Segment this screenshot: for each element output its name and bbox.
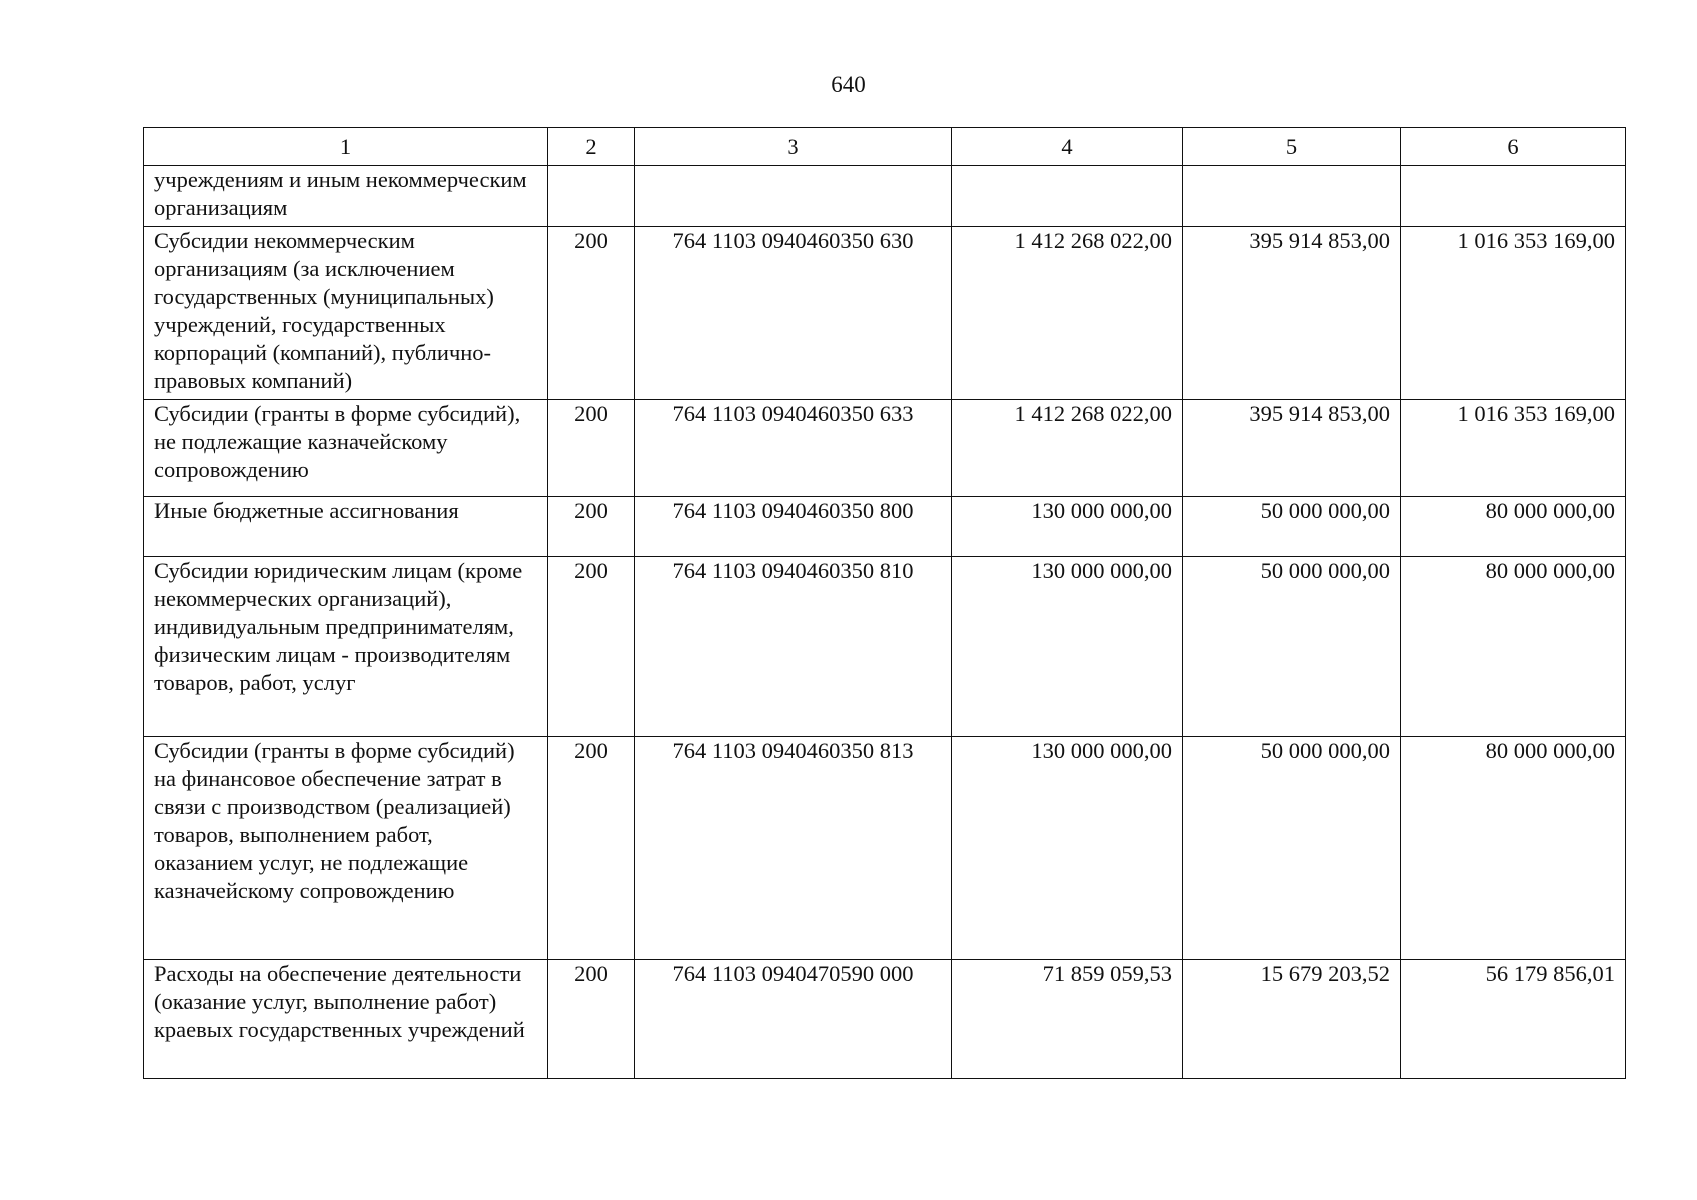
budget-table [143,127,1626,1079]
row-amount-col6: 1 016 353 169,00 [1401,227,1626,400]
row-amount-col4: 71 859 059,53 [952,960,1183,1079]
row-amount-col4 [952,166,1183,227]
table-row [144,400,1626,497]
table-row [144,166,1626,227]
table-row [144,497,1626,557]
row-amount-col5: 50 000 000,00 [1183,497,1401,557]
row-kbk: 764 1103 0940460350 630 [635,227,952,400]
column-header-4: 4 [952,128,1183,166]
row-code: 200 [548,497,635,557]
row-amount-col5 [1183,166,1401,227]
row-name: Субсидии (гранты в форме субсидий), не подлежащие казначейскому сопровождению [144,400,548,497]
row-name: Субсидии (гранты в форме субсидий) на финансовое обеспечение затрат в связи с производством (реализацией) товаров, выполнением работ, оказанием услуг, не подлежащие казначейскому сопровождению [144,737,548,960]
table-row [144,227,1626,400]
column-header-2: 2 [548,128,635,166]
row-amount-col4: 1 412 268 022,00 [952,400,1183,497]
row-kbk [635,166,952,227]
row-code: 200 [548,557,635,737]
row-kbk: 764 1103 0940460350 800 [635,497,952,557]
table-row [144,557,1626,737]
row-amount-col5: 395 914 853,00 [1183,227,1401,400]
row-code [548,166,635,227]
row-code: 200 [548,400,635,497]
column-header-5: 5 [1183,128,1401,166]
row-amount-col6: 56 179 856,01 [1401,960,1626,1079]
row-amount-col4: 1 412 268 022,00 [952,227,1183,400]
row-amount-col5: 395 914 853,00 [1183,400,1401,497]
table-row [144,960,1626,1079]
table-header-row [144,128,1626,166]
row-amount-col6: 1 016 353 169,00 [1401,400,1626,497]
row-amount-col4: 130 000 000,00 [952,737,1183,960]
row-code: 200 [548,960,635,1079]
row-name: Субсидии некоммерческим организациям (за исключением государственных (муниципальных) учреждений, государственных корпораций (компаний), публично-правовых компаний) [144,227,548,400]
row-amount-col4: 130 000 000,00 [952,497,1183,557]
table-row [144,737,1626,960]
row-name: учреждениям и иным некоммерческим организациям [144,166,548,227]
row-amount-col6 [1401,166,1626,227]
column-header-3: 3 [635,128,952,166]
row-amount-col4: 130 000 000,00 [952,557,1183,737]
column-header-6: 6 [1401,128,1626,166]
row-amount-col5: 50 000 000,00 [1183,557,1401,737]
row-amount-col6: 80 000 000,00 [1401,557,1626,737]
row-code: 200 [548,227,635,400]
row-amount-col5: 15 679 203,52 [1183,960,1401,1079]
row-amount-col6: 80 000 000,00 [1401,497,1626,557]
row-name: Иные бюджетные ассигнования [144,497,548,557]
row-code: 200 [548,737,635,960]
row-kbk: 764 1103 0940460350 813 [635,737,952,960]
row-kbk: 764 1103 0940460350 810 [635,557,952,737]
row-kbk: 764 1103 0940470590 000 [635,960,952,1079]
page-number: 640 [831,72,866,97]
row-amount-col5: 50 000 000,00 [1183,737,1401,960]
row-amount-col6: 80 000 000,00 [1401,737,1626,960]
row-kbk: 764 1103 0940460350 633 [635,400,952,497]
column-header-1: 1 [144,128,548,166]
row-name: Расходы на обеспечение деятельности (оказание услуг, выполнение работ) краевых государственных учреждений [144,960,548,1079]
row-name: Субсидии юридическим лицам (кроме некоммерческих организаций), индивидуальным предпринимателям, физическим лицам - производителям товаров, работ, услуг [144,557,548,737]
